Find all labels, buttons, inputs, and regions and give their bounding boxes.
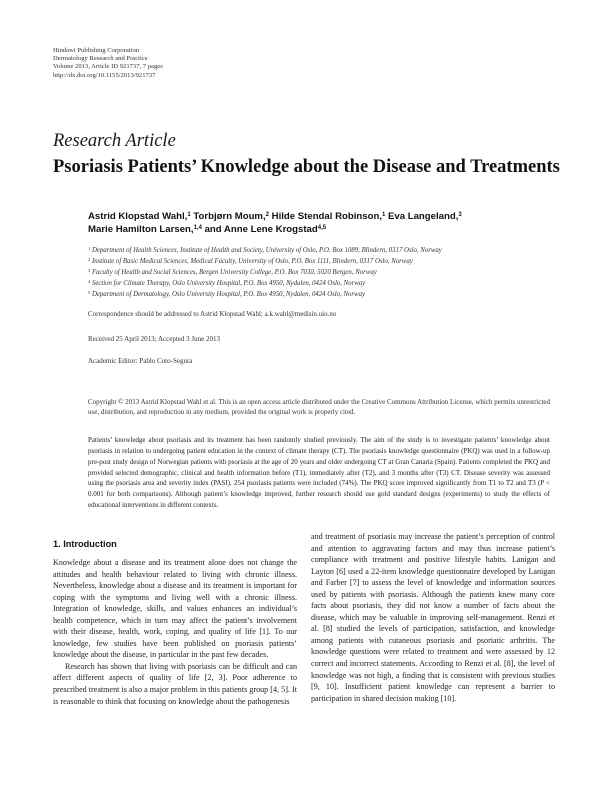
- copyright-notice: Copyright © 2013 Astrid Klopstad Wahl et al. This is an open access article distributed under the Creative Commons Attribution License, which permits unrestricted use, distribution, and reproduction in any medium, provided the original work is properly cited.: [88, 398, 550, 416]
- affiliation-text: Institute of Basic Medical Sciences, Medical Faculty, University of Oslo, P.O. Box 1111, Blindern, 0317 Oslo, Norway: [91, 257, 413, 265]
- paragraph: and treatment of psoriasis may increase the patient’s perception of control and attention to aggravating factors and may thus increase patient’s compliance with treatment and positive lifestyle habits. Lanigan and Layton [6] used a 22-item knowledge questionnaire developed by Lanigan and Farber [7] to assess the level of knowledge and information sources used by patients with psoriasis. Although the patients knew many core facts about psoriasis, they did not know a number of facts about the disease, which may be valuable in improving self-management. Renzi et al. [8] studied the levels of participation, satisfaction, and knowledge among patients with cutaneous psoriasis and psoriatic arthritis. The knowledge questions were related to treatment and were assessed by 12 correct and incorrect statements. According to Renzi et al. [8], the level of knowledge was not high, a finding that is consistent with previous studies [9, 10]. Insufficient patient knowledge can represent a barrier to participation in shared decision making [10].: [311, 532, 555, 703]
- article-title: Psoriasis Patients’ Knowledge about the Disease and Treatments: [53, 157, 560, 177]
- doi-link[interactable]: http://dx.doi.org/10.1155/2013/921737: [53, 71, 156, 79]
- author-name: Eva Langeland,: [385, 211, 459, 222]
- journal-header: [53, 47, 163, 80]
- affiliation-item: [88, 257, 442, 268]
- affiliation-text: Department of Dermatology, Oslo University Hospital, P.O. Box 4950, Nydalen, 0424 Oslo, Norway: [91, 290, 366, 298]
- journal-name: Dermatology Research and Practice: [53, 55, 148, 63]
- volume-info: Volume 2013, Article ID 921737, 7 pages: [53, 63, 163, 71]
- affiliation-text: Department of Health Sciences, Institute of Health and Society, University of Oslo, P.O. Box 1089, Blindern, 0317 Oslo, Norway: [91, 247, 442, 254]
- affiliation-list: [88, 246, 442, 301]
- affiliation-number: 2: [88, 256, 91, 262]
- author-name: Torbjørn Moum,: [190, 211, 266, 222]
- affiliation-text: Section for Climate Therapy, Oslo University Hospital, P.O. Box 4950, Nydalen, 0424 Oslo, Norway: [91, 279, 366, 287]
- author-line-1: [88, 210, 558, 223]
- author-line-2: [88, 223, 558, 236]
- author-affil-ref: 1: [187, 212, 191, 218]
- author-list: [88, 210, 558, 236]
- academic-editor: Academic Editor: Pablo Coto-Segura: [88, 357, 193, 365]
- affiliation-item: [88, 268, 442, 279]
- left-column: [53, 557, 297, 707]
- correspondence-line: Correspondence should be addressed to Astrid Klopstad Wahl; a.k.wahl@medisin.uio.no: [88, 310, 337, 318]
- author-name: Hilde Stendal Robinson,: [268, 211, 382, 222]
- affiliation-number: 3: [88, 267, 91, 273]
- affiliation-number: 1: [88, 246, 91, 251]
- abstract-text: Patients’ knowledge about psoriasis and its treatment has been randomly studied previously. The aim of the study is to investigate patients’ knowledge about psoriasis in relation to undergoing patient education in the context of climate therapy (CT). The psoriasis knowledge questionnaire (PKQ) was used in a follow-up pre-post study design of Norwegian patients with psoriasis at the age of 20 years and older undergoing CT at Gran Canaria (Spain). Patients completed the PKQ and provided selected demographic, clinical and health information before (T1), immediately after (T2), and 3 months after (T3) CT. Disease severity was assessed using the psoriasis area and severity index (PASI). 254 psoriasis patients were included (74%). The PKQ score improved significantly from T1 to T2 and T3 (P < 0.001 for both comparisons). Although patient’s knowledge improved, further research should use gold standard designs (experiments) to study the effects of educational interventions in different contexts.: [88, 436, 550, 510]
- author-affil-ref: 2: [265, 212, 269, 218]
- affiliation-number: 4: [88, 278, 91, 284]
- author-affil-ref: 4,5: [317, 225, 327, 231]
- affiliation-item: [88, 246, 442, 257]
- publisher-name: Hindawi Publishing Corporation: [53, 47, 140, 54]
- author-name: Marie Hamilton Larsen,: [88, 224, 194, 235]
- received-accepted-dates: Received 25 April 2013; Accepted 3 June 2013: [88, 335, 220, 343]
- author-affil-ref: 3: [458, 212, 462, 218]
- author-affil-ref: 1: [381, 212, 386, 218]
- affiliation-item: [88, 279, 442, 290]
- affiliation-text: Faculty of Health and Social Sciences, Bergen University College, P.O. Box 7030, 5020 Bergen, Norway: [91, 268, 377, 276]
- article-type: Research Article: [53, 131, 176, 151]
- affiliation-number: 5: [88, 289, 91, 295]
- paragraph: Research has shown that living with psoriasis can be difficult and can affect different aspects of quality of life [2, 3]. Poor adherence to prescribed treatment is also a major problem in this patients group [4, 5]. It is reasonable to think that focusing on knowledge about the pathogenesis: [53, 661, 297, 706]
- paragraph: Knowledge about a disease and its treatment alone does not change the attitudes and health behaviour related to living with chronic illness. Nevertheless, knowledge about a disease and its treatment is important for coping with the symptoms and living well with a chronic illness. Integration of knowledge, skills, and values enhances an individual’s health competence, which in turn may affect the patient’s involvement with their disease, health, work, coping, and quality of life [1]. To our knowledge, few studies have been published on psoriasis patients’ knowledge about the disease, in particular in the past few decades.: [53, 558, 297, 660]
- section-heading: 1. Introduction: [53, 539, 117, 549]
- author-name: and Anne Lene Krogstad: [201, 224, 318, 235]
- right-column: [311, 531, 555, 704]
- author-affil-ref: 1,4: [193, 225, 202, 231]
- author-name: Astrid Klopstad Wahl,: [88, 211, 188, 222]
- affiliation-item: [88, 290, 442, 301]
